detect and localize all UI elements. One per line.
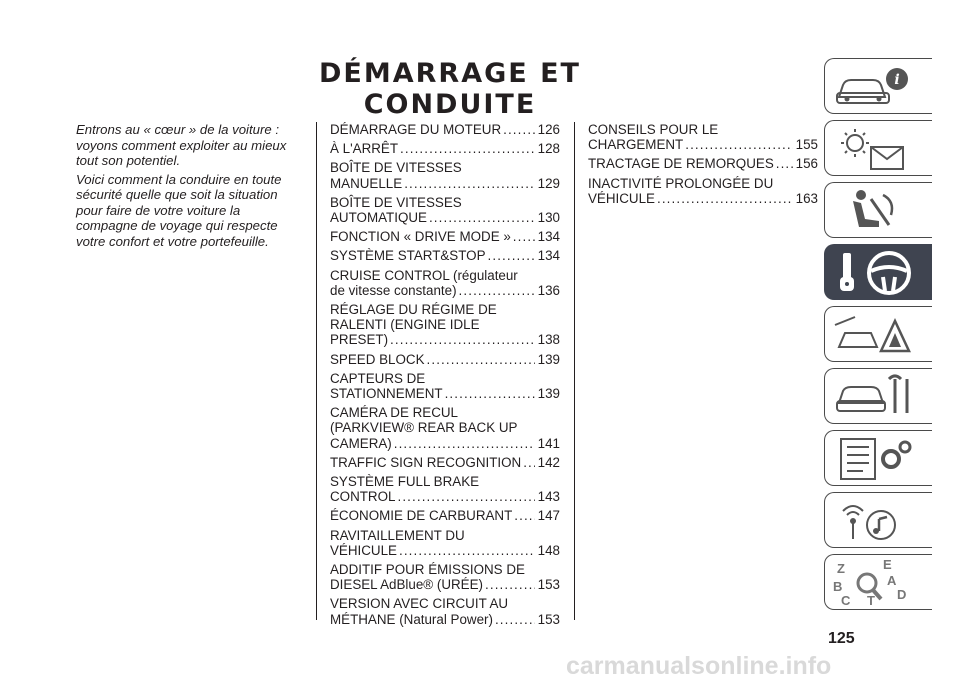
tab-safety[interactable] [824,182,932,238]
toc-page-number: 163 [795,190,818,206]
tab-maintenance[interactable] [824,368,932,424]
toc-entry-leader-line [330,436,560,451]
toc-page-number: 139 [537,386,560,402]
dot-leader [429,210,535,225]
toc-entry[interactable] [330,508,560,523]
toc-entry[interactable] [588,176,818,206]
dot-leader [685,137,792,152]
toc-page-number: 134 [537,248,560,264]
page-number: 125 [828,630,855,647]
toc-entry-leader-line [330,122,560,137]
toc-entry-line: CAPTEURS DE [330,370,426,386]
tab-emergency[interactable] [824,306,932,362]
toc-page-number: 156 [795,156,818,172]
toc-entry-line: SYSTÈME FULL BRAKE [330,474,480,490]
toc-entry-title: DÉMARRAGE DU MOTEUR [330,122,502,137]
dot-leader [390,332,535,347]
toc-entry-leader-line [330,386,560,401]
toc-entry[interactable] [330,302,560,348]
dot-leader [514,508,534,523]
toc-entry-line: CRUISE CONTROL (régulateur [330,267,518,283]
toc-page-number: 130 [537,210,560,226]
toc-page-number: 148 [537,542,560,558]
magnifier-icon [858,574,876,592]
toc-entry[interactable] [330,455,560,470]
toc-page-number: 139 [537,351,560,367]
dot-leader [523,455,534,470]
column-divider [574,122,575,620]
toc-entry-line: BOÎTE DE VITESSES [330,160,462,176]
toc-entry[interactable] [330,371,560,401]
toc-entry-title: SPEED BLOCK [330,351,425,367]
toc-entry-title: SYSTÈME START&STOP [330,248,486,264]
toc-column-1 [330,122,560,631]
toc-entry-title: CONTROL [330,489,396,505]
toc-entry-line: RÉGLAGE DU RÉGIME DE [330,302,497,318]
toc-entry-leader-line [330,543,560,558]
toc-entry[interactable] [588,156,818,171]
index-letter: D [897,587,907,602]
toc-page-number: 126 [537,122,560,137]
toc-entry[interactable] [588,122,818,152]
index-letter: E [883,559,892,572]
toc-entry-title: MANUELLE [330,175,403,191]
toc-entry[interactable] [330,352,560,367]
toc-entry[interactable] [330,122,560,137]
toc-entry-leader-line [588,137,818,152]
key-steering-wheel-icon [831,249,931,297]
toc-entry[interactable] [330,474,560,504]
toc-entry-leader-line [330,489,560,504]
intro-text [76,122,302,252]
page-title: DÉMARRAGE ET CONDUITE [319,58,581,120]
index-letter: B [833,579,843,594]
toc-entry[interactable] [330,562,560,592]
car-info-icon [831,63,931,111]
toc-entry[interactable] [330,195,560,225]
toc-entry-leader-line [330,455,560,470]
toc-entry-title: TRACTAGE DE REMORQUES [588,156,774,172]
dot-leader [445,386,535,401]
toc-entry-title: CHARGEMENT [588,137,684,153]
dot-leader [459,283,535,298]
toc-entry-leader-line [330,352,560,367]
toc-entry[interactable] [330,141,560,156]
toc-entry-leader-line [330,577,560,592]
toc-entry-line: (PARKVIEW® REAR BACK UP [330,420,518,436]
toc-page-number: 155 [795,137,818,153]
toc-entry-title: de vitesse constante) [330,282,457,298]
tab-car-info[interactable] [824,58,932,114]
toc-page-number: 142 [537,454,560,470]
toc-entry-title: FONCTION « DRIVE MODE » [330,229,511,245]
toc-entry[interactable] [330,248,560,263]
tab-index[interactable] [824,554,932,610]
dot-leader [404,176,534,191]
dot-leader [488,248,535,263]
toc-entry[interactable] [330,528,560,558]
toc-entry-leader-line [330,332,560,347]
car-maintenance-icon [831,373,931,421]
dot-leader [495,612,535,627]
svg-text:i: i [894,72,900,88]
intro-paragraph: Voici comment la conduire en toute sécurité quelle que soit la situation pour faire de votre voiture la compagne de voyage qui respecte votre confort et votre portefeuille. [76,171,282,249]
toc-page-number: 153 [537,611,560,627]
intro-paragraph: Entrons au « cœur » de la voiture : voyons comment exploiter au mieux tout son potentiel. [76,122,287,168]
tab-technical-data[interactable] [824,430,932,486]
dot-leader [427,352,535,367]
toc-entry-leader-line [588,156,818,171]
tab-multimedia[interactable] [824,492,932,548]
toc-entry-leader-line [330,248,560,263]
toc-entry-title: TRAFFIC SIGN RECOGNITION [330,454,522,470]
toc-entry-line: CAMÉRA DE RECUL [330,405,458,421]
toc-entry-title: STATIONNEMENT [330,386,443,402]
dot-leader [400,141,535,156]
multimedia-icon [831,497,931,545]
toc-entry-leader-line [330,229,560,244]
toc-entry[interactable] [330,268,560,298]
dot-leader [503,122,535,137]
toc-entry-leader-line [330,612,560,627]
toc-page-number: 138 [537,332,560,348]
tab-warning-lights[interactable] [824,120,932,176]
watermark: carmanualsonline.info [566,652,832,680]
toc-entry-line: RALENTI (ENGINE IDLE [330,317,480,333]
airbag-seat-icon [831,187,931,235]
toc-entry-leader-line [330,176,560,191]
toc-entry-line: RAVITAILLEMENT DU [330,527,465,543]
toc-entry-leader-line [330,141,560,156]
technical-data-icon [831,435,931,483]
toc-entry-leader-line [588,191,818,206]
toc-entry[interactable] [330,596,560,626]
toc-entry-title: AUTOMATIQUE [330,210,427,226]
toc-entry-leader-line [330,210,560,225]
toc-entry-title: CAMERA) [330,435,392,451]
toc-page-number: 136 [537,282,560,298]
toc-entry-title: MÉTHANE (Natural Power) [330,611,493,627]
toc-entry[interactable] [330,160,560,190]
emergency-triangle-icon [831,311,931,359]
toc-entry-line: CONSEILS POUR LE [588,122,719,137]
toc-page-number: 128 [537,141,560,157]
toc-page-number: 129 [537,175,560,191]
toc-entry-leader-line [330,283,560,298]
toc-entry-title: DIESEL AdBlue® (URÉE) [330,577,484,593]
index-letter: Z [837,561,845,576]
toc-entry-line: VERSION AVEC CIRCUIT AU [330,596,509,612]
warning-lights-icon [831,125,931,173]
dot-leader [485,577,535,592]
index-letter: C [841,593,851,607]
dot-leader [513,229,535,244]
dot-leader [399,543,535,558]
toc-entry-title: VÉHICULE [588,190,655,206]
toc-entry-title: À L'ARRÊT [330,141,399,157]
tab-starting-driving[interactable] [824,244,932,300]
toc-entry-line: ADDITIF POUR ÉMISSIONS DE [330,562,525,578]
toc-entry[interactable] [330,229,560,244]
dot-leader [394,436,535,451]
toc-page-number: 143 [537,489,560,505]
toc-entry[interactable] [330,405,560,451]
toc-entry-line: INACTIVITÉ PROLONGÉE DU [588,175,774,191]
alphabetical-index-icon [831,559,931,607]
dot-leader [657,191,793,206]
index-letter: T [867,593,875,607]
toc-entry-title: VÉHICULE [330,542,397,558]
toc-page-number: 134 [537,229,560,245]
toc-entry-leader-line [330,508,560,523]
toc-column-2 [588,122,818,210]
index-letter: A [887,573,897,588]
toc-page-number: 141 [537,435,560,451]
toc-page-number: 147 [537,508,560,524]
toc-page-number: 153 [537,577,560,593]
toc-entry-title: ÉCONOMIE DE CARBURANT [330,508,513,524]
dot-leader [776,156,793,171]
toc-entry-line: BOÎTE DE VITESSES [330,194,462,210]
toc-entry-title: PRESET) [330,332,389,348]
column-divider [316,122,317,620]
dot-leader [397,489,534,504]
